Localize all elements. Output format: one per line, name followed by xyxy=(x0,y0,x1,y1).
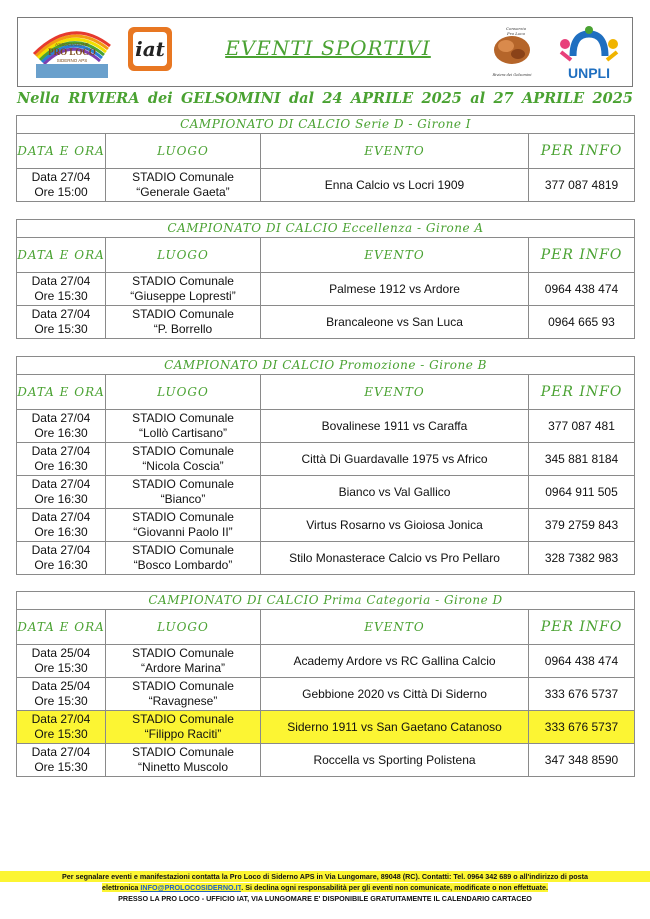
schedule-table-prima-categoria xyxy=(16,591,635,777)
cell-event: Virtus Rosarno vs Gioiosa Jonica xyxy=(261,509,529,542)
cell-event: Roccella vs Sporting Polistena xyxy=(261,744,529,777)
col-header-date: DATA E ORA xyxy=(17,375,106,410)
svg-text:Consorzio: Consorzio xyxy=(505,26,527,31)
cell-info: 0964 438 474 xyxy=(529,273,635,306)
table-row xyxy=(17,645,635,678)
cell-date: Data 27/04 Ore 16:30 xyxy=(17,542,106,575)
cell-place: STADIO Comunale “Nicola Coscia” xyxy=(106,443,261,476)
schedule-table-promozione xyxy=(16,356,635,575)
cell-info: 0964 911 505 xyxy=(529,476,635,509)
footer-line-3: PRESSO LA PRO LOCO - UFFICIO IAT, VIA LUNGOMARE E' DISPONIBILE GRATUITAMENTE IL CALENDARIO CARTACEO xyxy=(118,894,532,903)
page-title: EVENTI SPORTIVI xyxy=(225,36,431,60)
cell-event: Enna Calcio vs Locri 1909 xyxy=(261,169,529,202)
table-row xyxy=(17,443,635,476)
cell-info: 328 7382 983 xyxy=(529,542,635,575)
cell-date: Data 27/04 Ore 15:30 xyxy=(17,744,106,777)
svg-text:SIDERNO APS: SIDERNO APS xyxy=(56,58,88,63)
col-header-info: PER INFO xyxy=(529,610,635,645)
cell-event: Brancaleone vs San Luca xyxy=(261,306,529,339)
col-header-info: PER INFO xyxy=(529,238,635,273)
table-row xyxy=(17,306,635,339)
iat-logo: iat xyxy=(128,27,172,71)
table-title: CAMPIONATO DI CALCIO Promozione - Girone B xyxy=(17,357,635,375)
footer-line-1: Per segnalare eventi e manifestazioni contatta la Pro Loco di Siderno APS in Via Lungomare, 89048 (RC). Contatti: Tel. 0964 342 689 o all'indirizzo di posta xyxy=(0,871,650,882)
schedule-table-serie-d xyxy=(16,115,635,202)
date-range-subtitle: Nella RIVIERA dei GELSOMINI dal 24 APRILE 2025 al 27 APRILE 2025 xyxy=(17,90,633,107)
cell-event: Città Di Guardavalle 1975 vs Africo xyxy=(261,443,529,476)
cell-info: 345 881 8184 xyxy=(529,443,635,476)
table-row-highlighted xyxy=(17,711,635,744)
cell-info: 0964 665 93 xyxy=(529,306,635,339)
col-header-event: EVENTO xyxy=(261,610,529,645)
footer-notice xyxy=(0,871,650,904)
col-header-info: PER INFO xyxy=(529,375,635,410)
cell-place: STADIO Comunale “Ninetto Muscolo xyxy=(106,744,261,777)
email-link[interactable]: INFO@PROLOCOSIDERNO.IT xyxy=(140,883,242,892)
cell-event: Bovalinese 1911 vs Caraffa xyxy=(261,410,529,443)
header-box xyxy=(17,17,633,87)
col-header-event: EVENTO xyxy=(261,134,529,169)
cell-place: STADIO Comunale “Ardore Marina” xyxy=(106,645,261,678)
col-header-date: DATA E ORA xyxy=(17,238,106,273)
cell-place: STADIO Comunale “Generale Gaeta” xyxy=(106,169,261,202)
table-row xyxy=(17,744,635,777)
cell-event: Stilo Monasterace Calcio vs Pro Pellaro xyxy=(261,542,529,575)
col-header-place: LUOGO xyxy=(106,375,261,410)
cell-event: Palmese 1912 vs Ardore xyxy=(261,273,529,306)
cell-date: Data 27/04 Ore 16:30 xyxy=(17,443,106,476)
table-row xyxy=(17,476,635,509)
table-row xyxy=(17,410,635,443)
cell-place: STADIO Comunale “Filippo Raciti” xyxy=(106,711,261,744)
cell-place: STADIO Comunale “P. Borrello xyxy=(106,306,261,339)
svg-text:ASSOCIAZIONE: ASSOCIAZIONE xyxy=(55,42,89,47)
table-row xyxy=(17,678,635,711)
footer-line-2: elettronica INFO@PROLOCOSIDERNO.IT. Si declina ogni responsabilità per gli eventi non comunicate, modificate o non effettuate. xyxy=(102,883,548,892)
cell-info: 347 348 8590 xyxy=(529,744,635,777)
cell-place: STADIO Comunale “Lollò Cartisano” xyxy=(106,410,261,443)
col-header-place: LUOGO xyxy=(106,238,261,273)
cell-place: STADIO Comunale “Bianco” xyxy=(106,476,261,509)
cell-place: STADIO Comunale “Giovanni Paolo II” xyxy=(106,509,261,542)
svg-text:Pro Loco: Pro Loco xyxy=(507,31,525,36)
table-title: CAMPIONATO DI CALCIO Eccellenza - Girone A xyxy=(17,220,635,238)
table-title: CAMPIONATO DI CALCIO Prima Categoria - Girone D xyxy=(17,592,635,610)
cell-date: Data 27/04 Ore 16:30 xyxy=(17,410,106,443)
cell-event: Siderno 1911 vs San Gaetano Catanoso xyxy=(261,711,529,744)
table-row xyxy=(17,169,635,202)
cell-info: 379 2759 843 xyxy=(529,509,635,542)
cell-date: Data 25/04 Ore 15:30 xyxy=(17,645,106,678)
cell-info: 333 676 5737 xyxy=(529,711,635,744)
cell-event: Gebbione 2020 vs Città Di Siderno xyxy=(261,678,529,711)
cell-date: Data 27/04 Ore 15:30 xyxy=(17,273,106,306)
cell-event: Academy Ardore vs RC Gallina Calcio xyxy=(261,645,529,678)
table-title: CAMPIONATO DI CALCIO Serie D - Girone I xyxy=(17,116,635,134)
cell-place: STADIO Comunale “Ravagnese” xyxy=(106,678,261,711)
col-header-info: PER INFO xyxy=(529,134,635,169)
cell-info: 377 087 481 xyxy=(529,410,635,443)
unpli-logo xyxy=(553,26,625,82)
table-row xyxy=(17,509,635,542)
cell-date: Data 27/04 Ore 15:30 xyxy=(17,711,106,744)
cell-event: Bianco vs Val Gallico xyxy=(261,476,529,509)
col-header-event: EVENTO xyxy=(261,238,529,273)
col-header-event: EVENTO xyxy=(261,375,529,410)
cell-info: 333 676 5737 xyxy=(529,678,635,711)
col-header-date: DATA E ORA xyxy=(17,610,106,645)
schedule-table-eccellenza xyxy=(16,219,635,339)
table-row xyxy=(17,542,635,575)
cell-date: Data 27/04 Ore 16:30 xyxy=(17,476,106,509)
cell-date: Data 27/04 Ore 15:00 xyxy=(17,169,106,202)
cell-info: 377 087 4819 xyxy=(529,169,635,202)
proloco-logo xyxy=(28,24,116,80)
svg-text:Riviera dei Gelsomini: Riviera dei Gelsomini xyxy=(492,73,532,77)
cell-date: Data 27/04 Ore 15:30 xyxy=(17,306,106,339)
col-header-place: LUOGO xyxy=(106,610,261,645)
consorzio-logo xyxy=(486,24,538,80)
cell-date: Data 25/04 Ore 15:30 xyxy=(17,678,106,711)
col-header-date: DATA E ORA xyxy=(17,134,106,169)
svg-text:UNPLI: UNPLI xyxy=(568,65,610,81)
table-row xyxy=(17,273,635,306)
cell-info: 0964 438 474 xyxy=(529,645,635,678)
cell-date: Data 27/04 Ore 16:30 xyxy=(17,509,106,542)
cell-place: STADIO Comunale “Bosco Lombardo” xyxy=(106,542,261,575)
cell-place: STADIO Comunale “Giuseppe Lopresti” xyxy=(106,273,261,306)
svg-text:PRO LOCO: PRO LOCO xyxy=(48,47,96,57)
col-header-place: LUOGO xyxy=(106,134,261,169)
